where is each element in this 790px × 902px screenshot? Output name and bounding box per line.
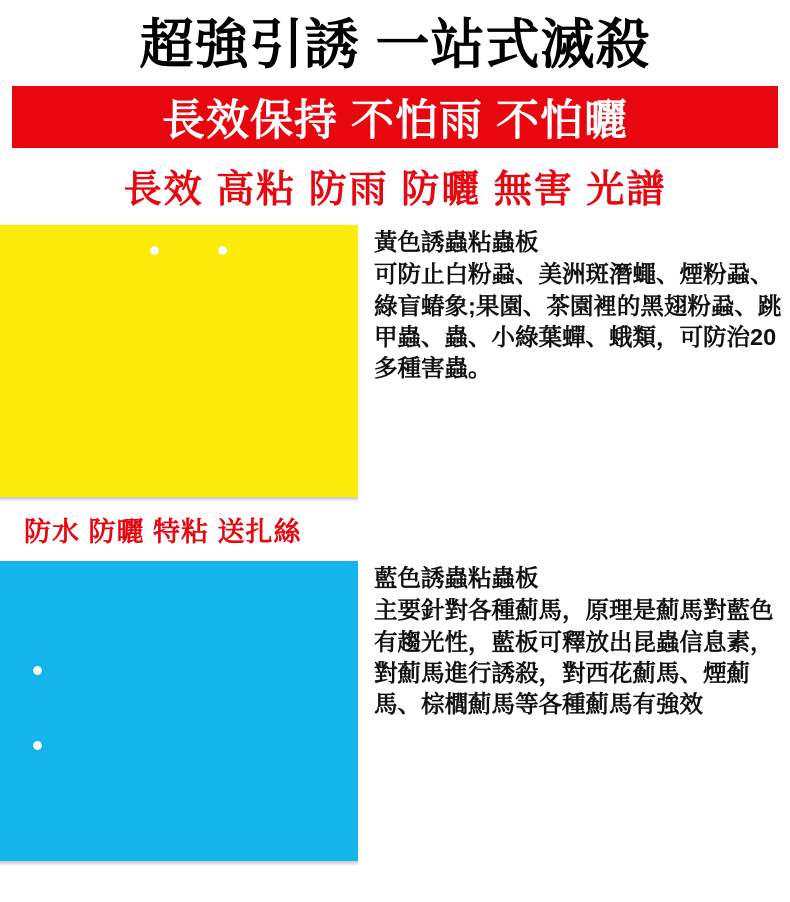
- board-shadow: [0, 861, 358, 866]
- product-row-yellow: [0, 225, 790, 502]
- product-row-blue: [0, 561, 790, 866]
- hole-icon: [33, 741, 42, 750]
- highlight-banner-text: 長效保持 不怕雨 不怕曬: [162, 96, 628, 145]
- yellow-board-text: 可防止白粉蝨、美洲斑潛蠅、煙粉蝨、綠盲蝽象;果園、茶園裡的黑翅粉蝨、跳甲蟲、蟲、小綠葉蟬、蛾類，可防治20多種害蟲。: [374, 261, 782, 381]
- yellow-board-title: 黃色誘蟲粘蟲板: [374, 229, 539, 255]
- yellow-board-description: [358, 225, 790, 384]
- blue-board-description: [358, 561, 790, 720]
- hole-icon: [150, 246, 159, 255]
- feature-keywords: 長效 高粘 防雨 防曬 無害 光譜: [123, 169, 667, 211]
- blue-board-image-wrap: [0, 561, 358, 866]
- yellow-sticky-board: [0, 225, 358, 497]
- highlight-banner: [12, 86, 778, 148]
- hole-icon: [33, 666, 42, 675]
- board-shadow: [0, 497, 358, 502]
- yellow-board-image-wrap: [0, 225, 358, 502]
- blue-board-title: 藍色誘蟲粘蟲板: [374, 565, 539, 591]
- blue-board-text: 主要針對各種薊馬，原理是薊馬對藍色有趨光性，藍板可釋放出昆蟲信息素，對薊馬進行誘殺，對西花薊馬、煙薊馬、棕櫚薊馬等各種薊馬有強效: [374, 597, 774, 717]
- blue-sticky-board: [0, 561, 358, 861]
- page-title: 超強引誘 一站式滅殺: [139, 15, 651, 75]
- hole-icon: [218, 246, 227, 255]
- middle-note: 防水 防曬 特粘 送扎絲: [24, 517, 302, 547]
